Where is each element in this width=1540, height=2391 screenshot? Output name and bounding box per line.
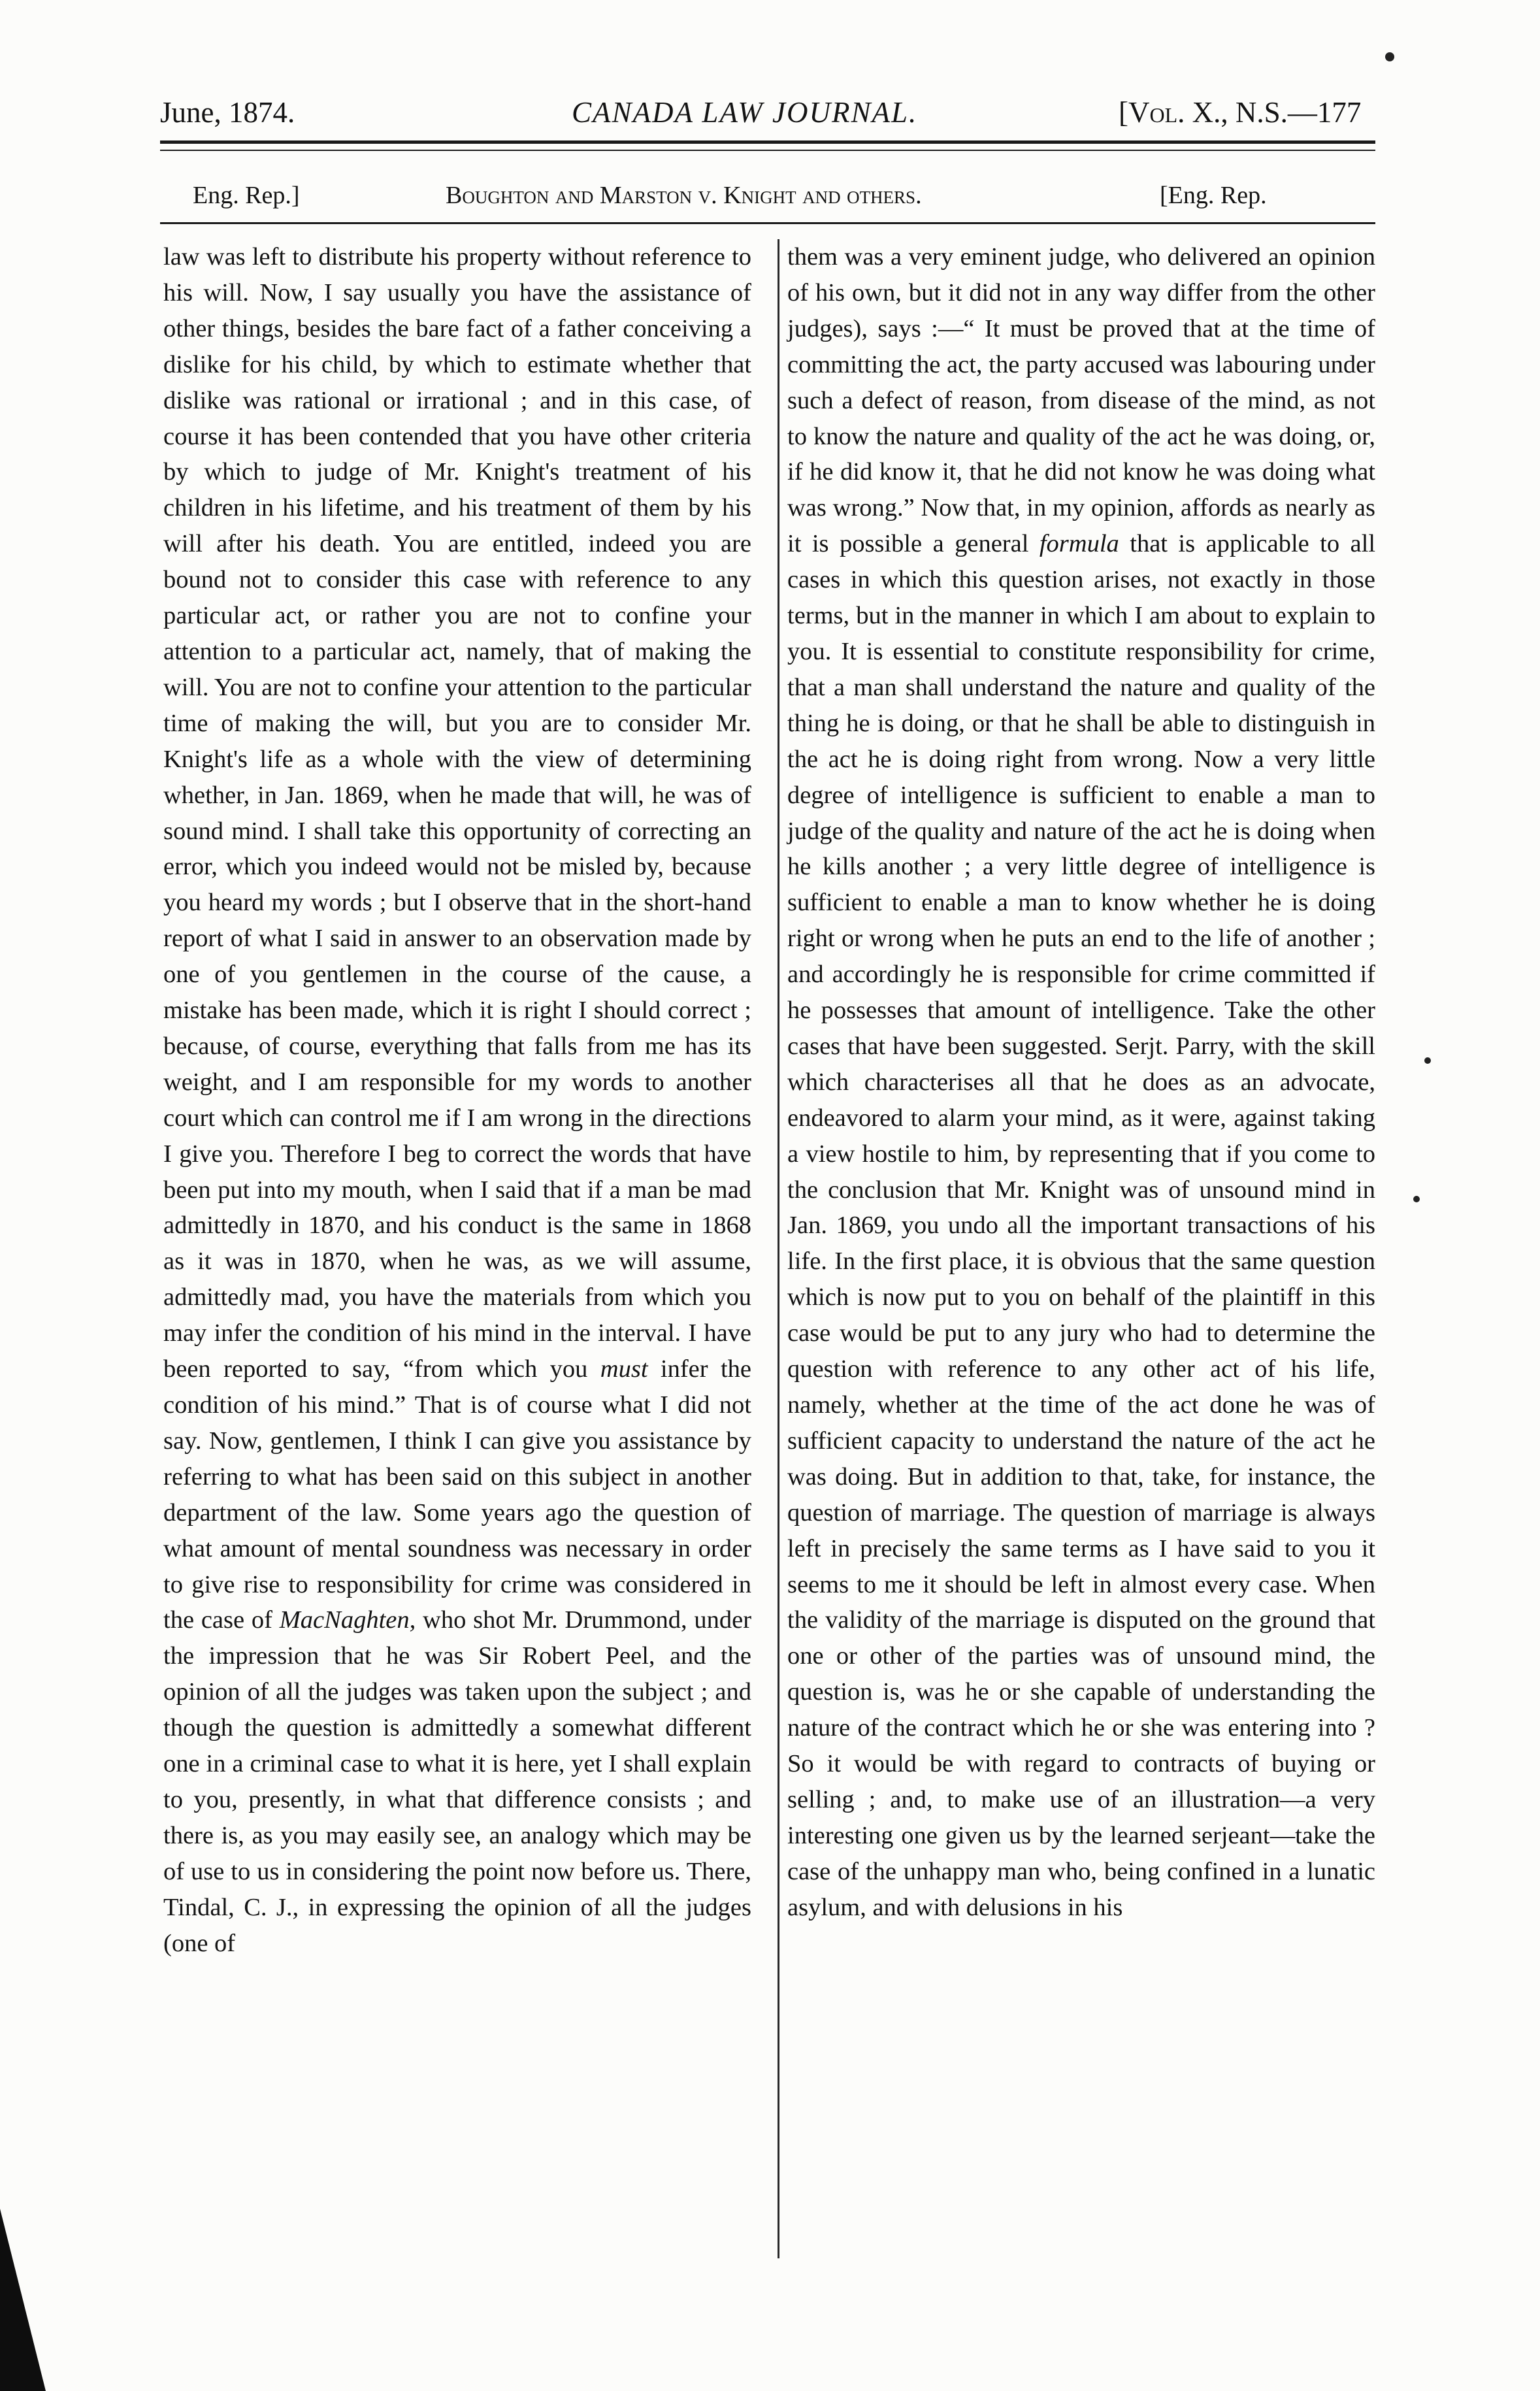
text-run: who shot Mr. Drummond, under the impression that he was Sir Robert Peel, and the opinion of all the judges was taken upon the subject ; and though the question is admittedly a somewhat different one in a criminal case to what it is here, yet I shall explain to you, presently, in what that difference consists ; and there is, as you may easily see, an analogy which may be of use to us in considering the point now before us. There, Tindal, C. J., in expressing the opinion of all the judges (one of — [163, 1606, 752, 1957]
right-column — [787, 239, 1375, 1926]
column-divider — [778, 239, 779, 2258]
text-run: law was left to distribute his property without reference to his will. Now, I say usually you have the assistance of other things, besides the bare fact of a father conceiving a dislike for his child, by which to estimate whether that dislike was rational or irrational ; and in this case, of course it has been contended that you have other criteria by which to judge of Mr. Knight's treatment of his children in his lifetime, and his treatment of them by his will after his death. You are entitled, indeed you are bound not to consider this case with reference to any particular act, or rather you are not to confine your attention to a particular act, namely, that of making the will. You are not to confine your attention to the particular time of making the will, but you are to consider Mr. Knight's life as a whole with the view of determining whether, in Jan. 1869, when he made that will, he was of sound mind. I shall take this opportunity of correcting an error, which you indeed would not be misled by, because you heard my words ; but I observe that in the short-hand report of what I said in answer to an observation made by one of you gentlemen in the course of the cause, a mistake has been made, which it is right I should correct ; because, of course, everything that falls from me has its weight, and I am responsible for my words to another court which can control me if I am wrong in the directions I give you. Therefore I beg to correct the words that have been put into my mouth, when I said that if a man be mad admittedly in 1870, and his conduct is the same in 1868 as it was in 1870, when he was, as we will assume, admittedly mad, you have the materials from which you may infer the condition of his mind in the interval. I have been reported to say, “from which you — [163, 243, 751, 1383]
report-label-left: Eng. Rep.] — [193, 182, 300, 209]
volume-page-number: [Vol. X., N.S.—177 — [1119, 96, 1362, 129]
ink-mark — [1424, 1057, 1431, 1064]
binding-edge-shadow — [0, 2209, 46, 2391]
journal-title: CANADA LAW JOURNAL. — [572, 96, 918, 129]
emphasized-word: must — [600, 1355, 648, 1383]
left-column — [163, 239, 751, 1962]
ink-mark — [1385, 52, 1394, 61]
case-name: MacNaghten, — [279, 1606, 416, 1634]
text-run: infer the condition of his mind.” That is of course what I did not say. Now, gentlemen, I think I can give you assistance by referring to what has been said on this subject in another department of the law. Some years ago the question of what amount of mental soundness was necessary in order to give rise to responsibility for crime was considered in the case of — [163, 1355, 751, 1634]
paragraph — [163, 239, 751, 1962]
text-run: that is applicable to all cases in which this question arises, not exactly in those terms, but in the manner in which I am about to explain to you. It is essential to constitute responsibility for crime, that a man shall understand the nature and quality of the thing he is doing, or that he shall be able to distinguish in the act he is doing right from wrong. Now a very little degree of intelligence is sufficient to enable a man to judge of the quality and nature of the act he is doing when he kills another ; a very little degree of intelligence is sufficient to enable a man to know whether he is doing right or wrong when he puts an end to the life of another ; and accordingly he is responsible for crime committed if he possesses that amount of intelligence. Take the other cases that have been suggested. Serjt. Parry, with the skill which characterises all that he does as an advocate, endeavored to alarm your mind, as it were, against taking a view hostile to him, by representing that if you come to the conclusion that Mr. Knight was of unsound mind in Jan. 1869, you undo all the important transactions of his life. In the first place, it is obvious that the same question which is now put to you on behalf of the plaintiff in this case would be put to any jury who had to determine the question with reference to any other act of his life, namely, whether at the time of the act done he was of sufficient capacity to understand the nature of the act he was doing. But in addition to that, take, for instance, the question of marriage. The question of marriage is always left in precisely the same terms as I have said to you it seems to me it should be left in almost every case. When the validity of the marriage is disputed on the ground that one or other of the parties was of unsound mind, the question is, was he or she capable of understanding the nature of the contract which he or she was entering into ? So it would be with regard to contracts of buying or selling ; and, to make use of an illustration—a very interesting one given us by the learned serjeant—take the case of the unhappy man who, being confined in a lunatic asylum, and with delusions in his — [787, 530, 1376, 1921]
report-label-right: [Eng. Rep. — [1160, 182, 1267, 209]
ink-mark — [1413, 1196, 1420, 1202]
case-title: Boughton and Marston v. Knight and others. — [446, 182, 922, 209]
header-rule-thin — [160, 150, 1375, 151]
emphasized-word: formula — [1039, 530, 1119, 558]
text-run: them was a very eminent judge, who delivered an opinion of his own, but it did not in any way differ from the other judges), says :—“ It must be proved that at the time of committing the act, the party accused was labouring under such a defect of reason, from disease of the mind, as not to know the nature and quality of the act he was doing, or, if he did know it, that he did not know he was doing what was wrong.” Now that, in my opinion, affords as nearly as it is possible a general — [787, 243, 1375, 558]
header-rule-thick — [160, 140, 1375, 144]
issue-date: June, 1874. — [160, 96, 295, 129]
paragraph — [787, 239, 1375, 1926]
subheader-rule — [160, 222, 1375, 224]
